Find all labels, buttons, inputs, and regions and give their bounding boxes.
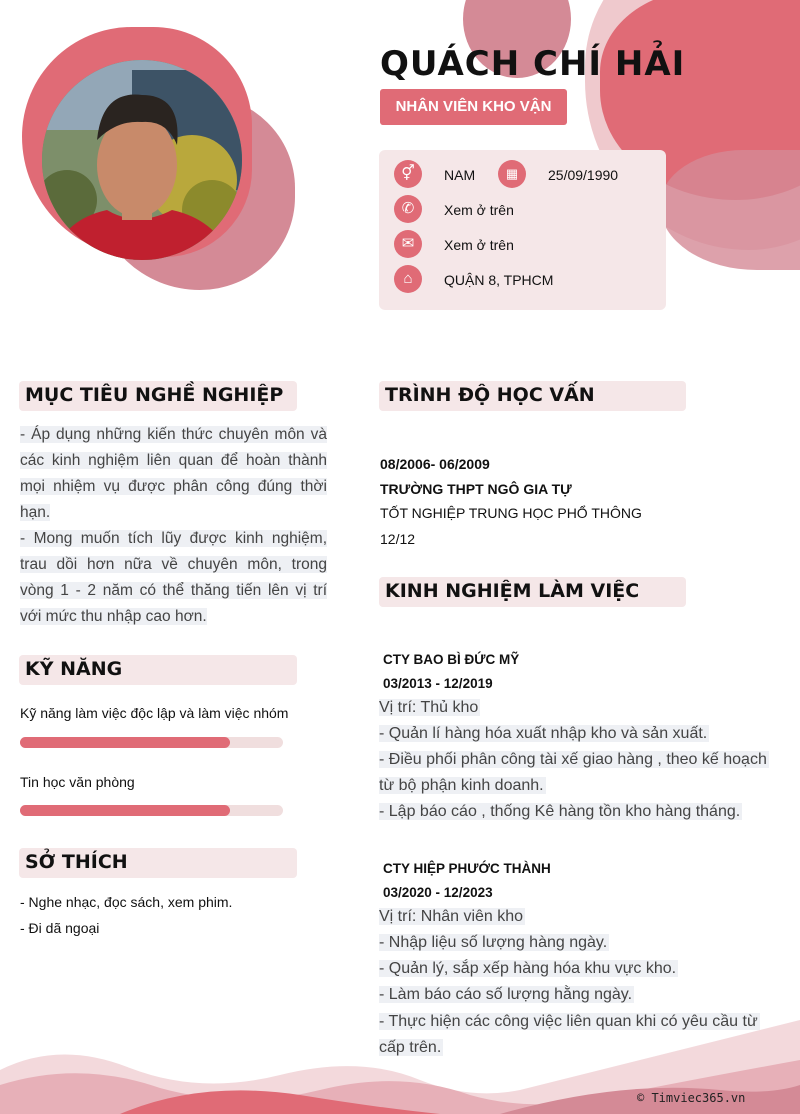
education-school: TRƯỜNG THPT NGÔ GIA TỰ: [380, 481, 572, 497]
job-line: - Điều phối phân công tài xế giao hàng , theo kế hoạch: [379, 751, 767, 768]
job-line: - Quản lí hàng hóa xuất nhập kho và sản xuất.: [379, 725, 708, 742]
home-icon: ⌂: [394, 265, 422, 293]
phone-value: Xem ở trên: [444, 202, 514, 218]
address-value: QUẬN 8, TPHCM: [444, 272, 554, 288]
job-company: CTY HIỆP PHƯỚC THÀNH: [383, 861, 551, 876]
gender-icon: ⚥: [394, 160, 422, 188]
objective-text: [20, 422, 327, 630]
job-line: Vị trí: Thủ kho: [379, 699, 479, 716]
job-period: 03/2013 - 12/2019: [383, 676, 493, 691]
job-line: - Thực hiện các công việc liên quan khi có yêu cầu từ: [379, 1013, 758, 1030]
job-line: - Nhập liệu số lượng hàng ngày.: [379, 934, 608, 951]
avatar-photo: [42, 60, 242, 260]
education-grade: 12/12: [380, 531, 416, 547]
dob-value: 25/09/1990: [548, 167, 619, 183]
hobbies-heading: [19, 848, 297, 878]
education-period: 08/2006- 06/2009: [380, 456, 490, 472]
job-company: CTY BAO BÌ ĐỨC MỸ: [383, 652, 520, 667]
objective-line: mọi nhiệm vụ được phân công đúng thời: [20, 478, 327, 495]
objective-title: MỤC TIÊU NGHỀ NGHIỆP: [25, 384, 284, 406]
skill-bar-fill: [20, 805, 230, 816]
personal-info-panel: [379, 150, 666, 310]
skill-bar: [20, 805, 283, 816]
education-title: TRÌNH ĐỘ HỌC VẤN: [385, 384, 595, 406]
job-period: 03/2020 - 12/2023: [383, 885, 493, 900]
gender-value: NAM: [444, 167, 476, 183]
skills-heading: [19, 655, 297, 685]
job-line: từ bộ phận kinh doanh.: [379, 777, 544, 794]
objective-line: - Áp dụng những kiến thức chuyên môn và: [20, 426, 327, 443]
skill-label: Kỹ năng làm việc độc lập và làm việc nhóm: [20, 705, 289, 721]
hobby-item: - Nghe nhạc, đọc sách, xem phim.: [20, 894, 233, 910]
watermark: © Timviec365.vn: [637, 1091, 746, 1105]
objective-line: vòng 1 - 2 năm có thể thăng tiến lên vị trí: [20, 582, 327, 599]
education-heading: [379, 381, 686, 411]
objective-line: hạn.: [20, 504, 51, 521]
job-line: Vị trí: Nhân viên kho: [379, 908, 524, 925]
job-line: - Quản lý, sắp xếp hàng hóa khu vực kho.: [379, 960, 677, 977]
skill-label: Tin học văn phòng: [20, 774, 135, 790]
skill-bar: [20, 737, 283, 748]
mail-icon: ✉: [394, 230, 422, 258]
hobby-item: - Đi dã ngoại: [20, 920, 100, 936]
education-degree: TỐT NGHIỆP TRUNG HỌC PHỔ THÔNG: [380, 505, 642, 521]
calendar-icon: ▦: [498, 160, 526, 188]
avatar: [42, 60, 242, 260]
phone-icon: ✆: [394, 195, 422, 223]
objective-heading: [19, 381, 297, 411]
decor-top-right-band: [660, 150, 800, 270]
objective-line: với mức thu nhập cao hơn.: [20, 608, 207, 625]
skill-bar-fill: [20, 737, 230, 748]
skills-title: KỸ NĂNG: [25, 658, 123, 680]
job-line: - Làm báo cáo số lượng hằng ngày.: [379, 986, 633, 1003]
objective-line: các kinh nghiệm liên quan để hoàn thành: [20, 452, 327, 469]
experience-title: KINH NGHIỆM LÀM VIỆC: [385, 580, 640, 602]
objective-line: - Mong muốn tích lũy được kinh nghiệm,: [20, 530, 327, 547]
email-value: Xem ở trên: [444, 237, 514, 253]
job-title-badge: NHÂN VIÊN KHO VẬN: [380, 89, 567, 125]
objective-line: trau dồi hơn nữa về chuyên môn, trong: [20, 556, 327, 573]
hobbies-title: SỞ THÍCH: [25, 851, 128, 873]
candidate-name: QUÁCH CHÍ HẢI: [380, 44, 686, 84]
job-line: cấp trên.: [379, 1039, 442, 1056]
job-line: - Lập báo cáo , thống Kê hàng tồn kho hàng tháng.: [379, 803, 741, 820]
experience-heading: [379, 577, 686, 607]
